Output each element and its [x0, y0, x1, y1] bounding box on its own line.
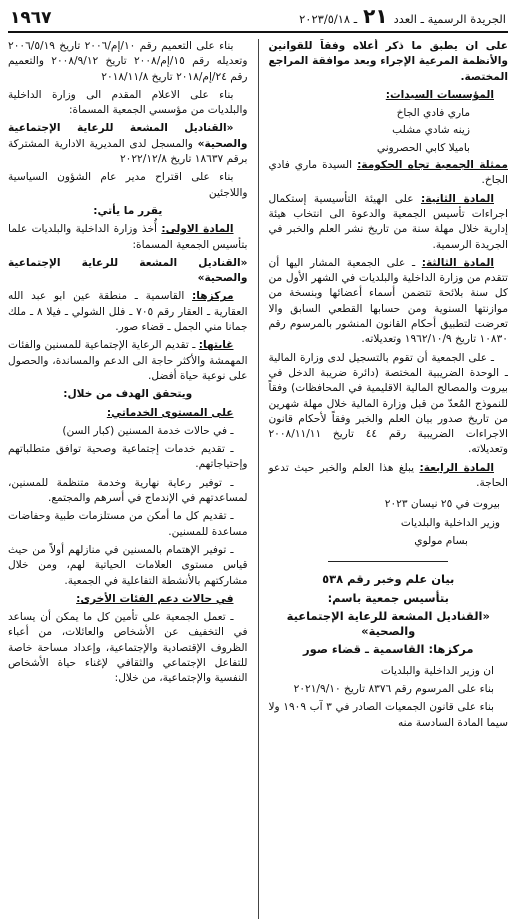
left-column [8, 39, 254, 919]
elderly-case-heading: ـ في حالات خدمة المسنين (كبار السن) [62, 424, 234, 437]
founder-1: ماري فادي الجاخ [396, 107, 470, 120]
rep-value: السيدة ماري فادي الجاخ. [268, 159, 508, 187]
registration-info: والمسجل لدى المديرية الادارية المشتركة برقم ١٨٦٣٧ تاريخ ٢٠٢٢/١٢/٨ [8, 137, 248, 166]
article-1 [8, 222, 248, 253]
founders-heading: المؤسسات السيدات: [385, 88, 494, 101]
goal-label: غايتها: [198, 339, 234, 352]
hq-label: مركزها: [192, 290, 234, 303]
goal-through: ويتحقق الهدف من خلال: [63, 388, 193, 401]
column-rule [258, 39, 259, 919]
article-3 [268, 256, 508, 348]
rep-label: ممثلة الجمعية تجاه الحكومة: [357, 159, 508, 172]
decree-opening: ان وزير الداخلية والبلديات [380, 664, 494, 677]
service-bullet-3: ـ تقديم كل ما أمكن من مستلزمات طبية وحفاضات مساعدة للمسنين. [8, 510, 248, 538]
decree-basis-2: بناء على قانون الجمعيات الصادر في ٣ آب ١٩٠٩ ولا سيما المادة السادسة منه [268, 701, 508, 729]
signature-title: وزير الداخلية والبلديات [400, 516, 500, 529]
objectives [8, 338, 248, 384]
header-journal-info [299, 4, 506, 28]
hq-text: القاسمية ـ منطقة عين ابو عبد الله العقارية ـ العقار رقم ٧٠٥ ـ فلل الشولي ـ فيلا ٨ ـ ملك جمانا مني الجمل ـ قضاء صور. [8, 290, 248, 334]
signature-date: بيروت في ٢٥ نيسان ٢٠٢٣ [384, 498, 500, 511]
other-groups-heading: في حالات دعم الفئات الأخرى: [76, 592, 234, 605]
two-column-body [8, 39, 508, 919]
circular-basis: بناء على التعميم رقم ١٠/إم/٢٠٠٦ تاريخ ٢٠٠٦/٥/١٩ وتعديله رقم ١٥/إم/٢٠٠٨ تاريخ ٢٠٠٨/٩/١٢ والتعميم رقم ٢٤/إم/٢٠١٨ تاريخ ٢٠١٨/١١/٨ [8, 40, 248, 83]
intro-paragraph: على ان يطبق ما ذكر أعلاه وفقاً للقوانين والأنظمة المرعية الإجراء وبعد موافقة المراجع المختصة. [268, 40, 508, 83]
decides-heading: يقرر ما يأتي: [93, 204, 163, 217]
founders-notice-basis: بناء على الاعلام المقدم الى وزارة الداخلية والبلديات من مؤسسي الجمعية المسماة: [8, 88, 248, 117]
association-name-art1: «القناديل المشعة للرعاية الإجتماعية والصحية» [8, 256, 248, 285]
issue-number: ٢١ [363, 4, 388, 28]
art1-label: المادة الاولى: [161, 223, 234, 236]
journal-name: الجريدة الرسمية ـ العدد [393, 12, 506, 26]
art2-label: المادة الثانية: [420, 192, 494, 205]
article-4 [268, 461, 508, 492]
art3-text: ـ على الجمعية المشار اليها أن تتقدم من وزارة الداخلية والبلديات في الشهر الأول من كل سنة بلائحة تتضمن أسماء أعضائها وبنسخة من موازنتها السنوية ومن حسابها القطعي السابق والا تعرضت لتطبيق أحكام القانون المنشور بالمرسوم رقم ١٠٨٣٠ تاريخ ١٩٦٢/١٠/٩ وتعديلاته. [268, 256, 508, 346]
section-divider [328, 561, 448, 562]
art2-text: على الهيئة التأسيسية إستكمال اجراءات تأسيس الجمعية والدعوة الى انتخاب هيئة إدارية خلال مهلة سنة من تاريخ نشر العلم والخبر في الجريدة الرسمية. [268, 192, 508, 251]
art4-label: المادة الرابعة: [419, 461, 494, 474]
goal-text: ـ تقديم الرعاية الإجتماعية للمسنين والفئات المهمشة والأكثر حاجة الى الدعم والمساندة، والحصول على نوعية حياة أفضل. [8, 339, 248, 382]
service-bullet-4: ـ توفير الإهتمام بالمسنين في منازلهم أولاً من حيث قياس مستوى العلامات الحياتية لهم، ومن خلال مشاركتهم بالأنشطة التفاعلية في الجمعية. [8, 543, 248, 587]
service-bullet-2: ـ توفير رعاية نهارية وخدمة متنظمة للمسنين، لمساعدتهم في الإندماج في أسرهم والمجتمع. [8, 476, 248, 505]
art1-text: أُخذ وزارة الداخلية والبلديات علما بتأسيس الجمعية المسماة: [8, 223, 248, 251]
page-number: ١٩٦٧ [10, 8, 52, 28]
founder-2: زينه شادي مشلب [392, 124, 470, 137]
issue-date: ـ ٢٠٢٣/٥/١٨ [299, 12, 358, 26]
association-name: «القناديل المشعة للرعاية الإجتماعية والصحية» [286, 608, 490, 639]
association-hq: مركزها: القاسمية ـ قضاء صور [302, 642, 474, 657]
signature-name: بسام مولوي [414, 534, 468, 547]
service-level-heading: على المستوى الخدماتي: [106, 406, 234, 419]
association-name-left: «القناديل المشعة للرعاية الإجتماعية والصحية» [8, 122, 248, 150]
service-bullet-1: ـ تقديم خدمات إجتماعية وصحية توافق متطلباتهم وإحتياجاتهم. [8, 443, 248, 471]
notice-subtitle: بتأسيس جمعية باسم: [327, 590, 449, 605]
gov-representative [268, 158, 508, 189]
page-header [8, 6, 508, 33]
headquarters [8, 289, 248, 335]
founder-3: باميلا كابي الحصروني [376, 141, 470, 154]
art4-text: يبلغ هذا العلم والخبر حيث تدعو الحاجة. [268, 461, 508, 490]
notice-title: بيان علم وخبر رقم ٥٣٨ [322, 572, 455, 587]
art3-label: المادة الثالثة: [421, 256, 495, 269]
article-2 [268, 192, 508, 253]
support-bullet-1: ـ تعمل الجمعية على تأمين كل ما يمكن أن يساعد في التخفيف عن الأشخاص والعائلات، من أعباء الظروف الإقتصادية والإجتماعية، وإعداد مساحة خاصة للتفاعل الإجتماعي والثقافي لإغناء حياة الأشخاص النفسية والإجتماعية، من خلال: [8, 611, 248, 685]
right-column [262, 39, 508, 919]
decree-basis-1: بناء على المرسوم رقم ٨٣٧٦ تاريخ ٢٠٢١/٩/١٠ [293, 682, 494, 695]
director-proposal: بناء على اقتراح مدير عام الشؤون السياسية واللاجئين [8, 171, 248, 199]
registered-association [8, 121, 248, 167]
article-3-tax: ـ على الجمعية أن تقوم بالتسجيل لدى وزارة المالية ـ الوحدة الضريبية المختصة (دائرة ضريبة الدخل في بيروت والمصالح المالية الاقليمية في المحافظات) وفقاً للنموذج المُعدّ من قبل وزارة المالية خلال مهلة شهرين من تاريخ صدور بيان العلم والخبر وفقاً لأحكام قانون الاجراءات الضريبية رقم ٤٤ تاريخ ٢٠٠٨/١١/١١ وتعديلاته. [268, 351, 508, 456]
